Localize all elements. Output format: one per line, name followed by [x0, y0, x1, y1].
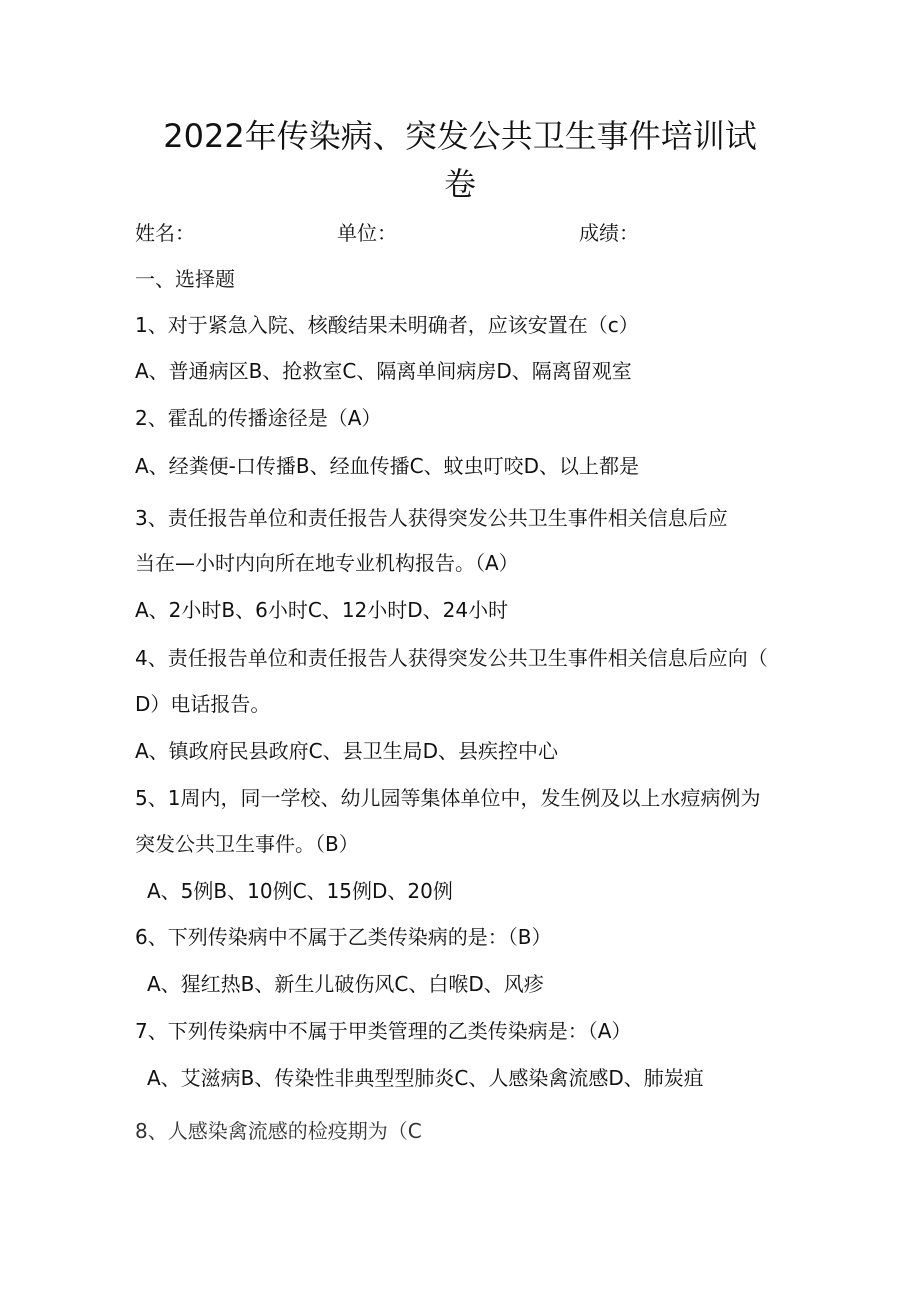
unit-field-label: 单位： [337, 221, 397, 245]
question-5-options: A、5例B、10例C、15例D、20例 [147, 879, 453, 903]
name-field-label: 姓名： [135, 221, 195, 245]
document-title-line-2: 卷 [443, 165, 476, 203]
question-6-options: A、猩红热B、新生儿破伤风C、白喉D、风疹 [147, 972, 544, 996]
question-1: 1、对于紧急入院、核酸结果未明确者，应该安置在（c） [135, 313, 639, 337]
question-5-line-2: 突发公共卫生事件。（B） [135, 832, 359, 856]
question-7-options: A、艾滋病B、传染性非典型型肺炎C、人感染禽流感D、肺炭疽 [147, 1066, 704, 1090]
document-title-line-1: 2022年传染病、突发公共卫生事件培训试 [163, 117, 757, 155]
question-8: 8、人感染禽流感的检疫期为（C [135, 1119, 422, 1143]
question-4-options: A、镇政府民县政府C、县卫生局D、县疾控中心 [135, 739, 559, 763]
question-2: 2、霍乱的传播途径是（A） [135, 406, 382, 430]
question-3-line-1: 3、责任报告单位和责任报告人获得突发公共卫生事件相关信息后应 [135, 506, 728, 530]
question-3-line-2: 当在—小时内向所在地专业机构报告。（A） [135, 551, 519, 575]
score-field-label: 成绩： [579, 221, 639, 245]
question-3-options: A、2小时B、6小时C、12小时D、24小时 [135, 598, 509, 622]
section-heading: 一、选择题 [135, 267, 235, 291]
question-7: 7、下列传染病中不属于甲类管理的乙类传染病是：（A） [135, 1019, 632, 1043]
question-6: 6、下列传染病中不属于乙类传染病的是：（B） [135, 925, 552, 949]
question-4-line-1: 4、责任报告单位和责任报告人获得突发公共卫生事件相关信息后应向（ [135, 646, 768, 670]
question-5-line-1: 5、1周内，同一学校、幼儿园等集体单位中，发生例及以上水痘病例为 [135, 786, 761, 810]
question-2-options: A、经粪便-口传播B、经血传播C、蚊虫叮咬D、以上都是 [135, 454, 639, 478]
question-4-line-2: D）电话报告。 [135, 692, 271, 716]
question-1-options: A、普通病区B、抢救室C、隔离单间病房D、隔离留观室 [135, 359, 632, 383]
